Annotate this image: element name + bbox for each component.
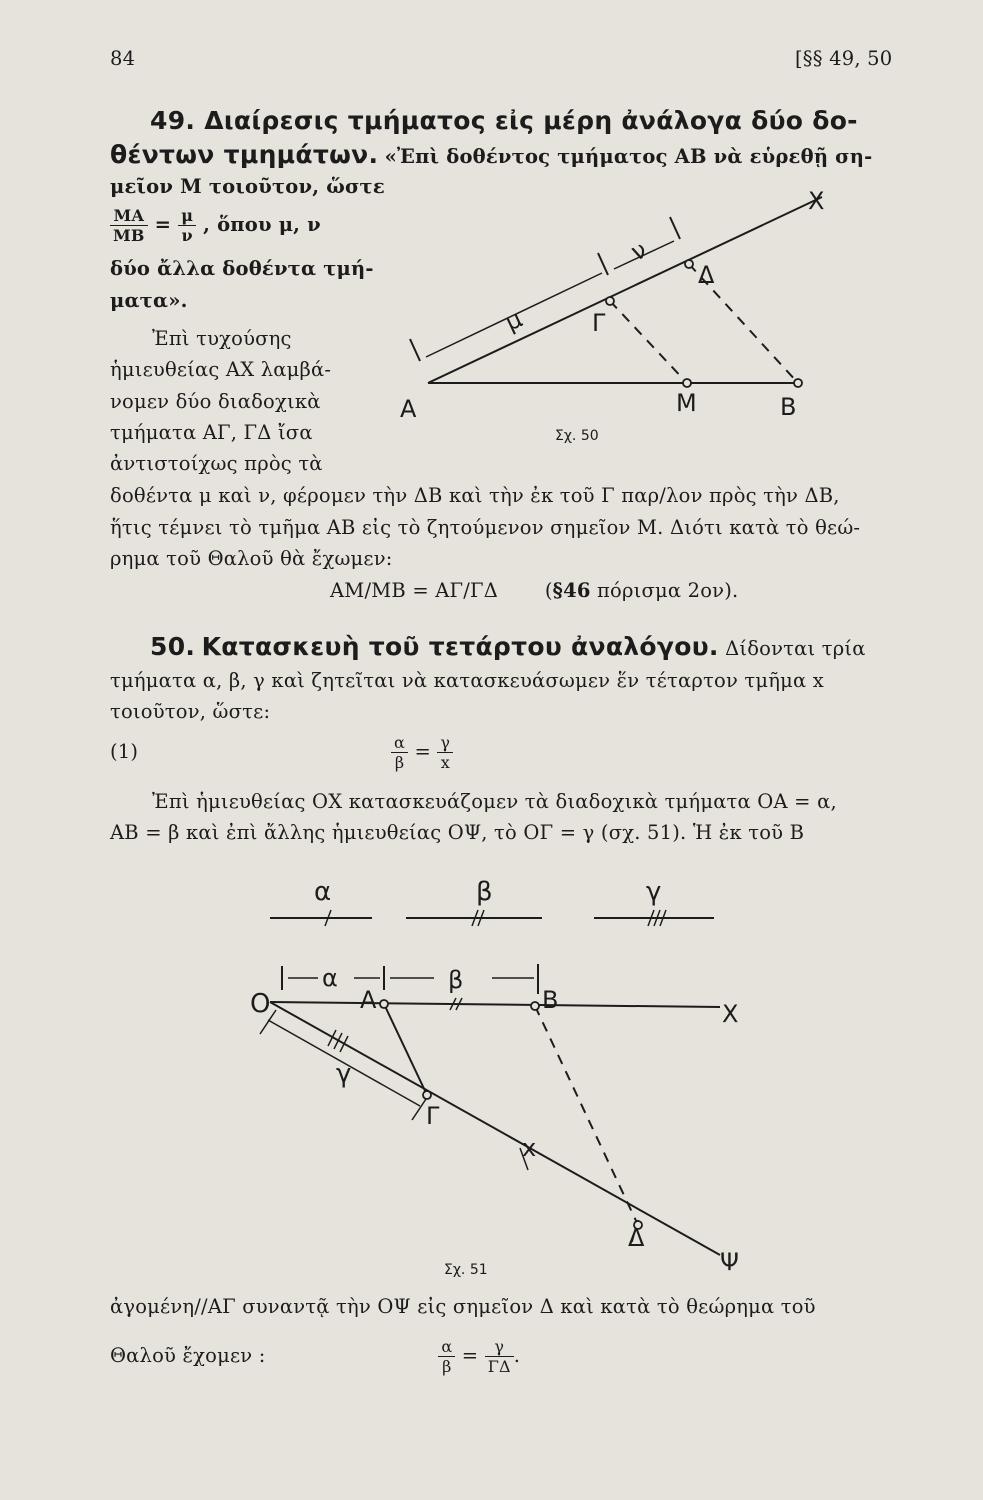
label-mu: μ (500, 304, 527, 337)
segment-ag (384, 1004, 427, 1095)
gamma-numerator: γ (437, 733, 453, 753)
label-a: Α (400, 395, 417, 423)
point-a (380, 1000, 388, 1008)
ratio-numerator: ΜΑ (110, 206, 148, 226)
final-fraction-gamma-gd (485, 1337, 514, 1376)
thales-formula-line (330, 576, 738, 606)
figure-51 (230, 870, 760, 1290)
final-gamma-numerator: γ (485, 1337, 514, 1357)
label-g: Γ (592, 309, 606, 337)
s50-intro-line1: Δίδονται τρία (725, 637, 866, 660)
s50-paragraph-line1: Ἐπὶ ἡμιευθείας ΟΧ κατασκευάζομεν τὰ διαδοχικὰ τμήματα ΟΑ = α, (152, 790, 837, 813)
section-49-title-line1: Διαίρεσις τμήματος εἰς μέρη ἀνάλογα δύο δο- (204, 106, 858, 135)
problem-statement-part1: «Ἐπὶ δοθέντος τμήματος ΑΒ νὰ εὑρεθῇ ση- (384, 145, 873, 168)
figure-50 (380, 175, 850, 460)
s49-paragraph-line4: τμήματα ΑΓ, ΓΔ ἴσα (110, 421, 313, 444)
tick-a (410, 339, 420, 361)
s49-paragraph-line5: ἀντιστοίχως πρὸς τὰ (110, 452, 323, 475)
section-50-number: 50. (150, 632, 196, 661)
x-denominator: x (440, 753, 450, 772)
section-49-heading (150, 106, 858, 135)
point-g (423, 1091, 431, 1099)
final-alpha-numerator: α (438, 1337, 455, 1357)
fraction-gamma-x (437, 733, 453, 772)
section-50-title: Κατασκευὴ τοῦ τετάρτου ἀναλόγου. (201, 632, 719, 661)
section-50-heading (150, 632, 866, 664)
label-beta: β (476, 877, 493, 907)
point-b (794, 379, 802, 387)
mu-numerator: μ (178, 206, 196, 226)
formula-ref-rest: πόρισμα 2ον). (590, 579, 739, 602)
label-psi: Ψ (720, 1248, 739, 1276)
problem-statement-part2: μεῖον Μ τοιοῦτον, ὥστε (110, 175, 385, 198)
final-fraction-alpha-beta (438, 1337, 455, 1376)
s50-intro-line3: τοιοῦτον, ὥστε: (110, 700, 271, 723)
label-o: Ο (250, 989, 271, 1019)
ratio-mu-nu (178, 206, 196, 245)
equation-1-label: (1) (110, 740, 139, 763)
label-gamma-on-opsi: γ (336, 1059, 352, 1089)
label-x: Χ (808, 187, 825, 215)
section-reference: [§§ 49, 50 (795, 47, 893, 70)
beta-denominator: β (394, 753, 405, 772)
ratio-ma-mb (110, 206, 148, 245)
final-gd-denominator: ΓΔ (487, 1357, 511, 1376)
line-bd-dashed (535, 1006, 638, 1225)
ray-opsi (270, 1002, 720, 1255)
s49-paragraph-line7: ἥτις τέμνει τὸ τμῆμα ΑΒ εἰς τὸ ζητούμενον σημεῖον Μ. Διότι κατὰ τὸ θεώ- (110, 516, 861, 539)
ray-ax (428, 197, 822, 383)
label-g: Γ (426, 1102, 440, 1130)
final-equals: = (461, 1344, 479, 1367)
ratio-equals: = (154, 213, 172, 236)
page-number: 84 (110, 47, 136, 70)
line-gm-dashed (610, 301, 687, 383)
label-b: Β (542, 986, 559, 1014)
s50-paragraph2-line2 (110, 1334, 520, 1378)
label-alpha-on-ox: α (322, 964, 338, 992)
label-d: Δ (628, 1224, 645, 1252)
label-m: Μ (676, 389, 697, 417)
s49-paragraph-line2: ἡμιευθείας ΑΧ λαμβά- (110, 358, 332, 381)
label-d: Δ (698, 261, 715, 289)
point-m (683, 379, 691, 387)
s49-paragraph-line3: νομεν δύο διαδοχικὰ (110, 390, 321, 413)
point-b (531, 1002, 539, 1010)
s50-paragraph-line2: ΑΒ = β καὶ ἐπὶ ἄλλης ἡμιευθείας ΟΨ, τὸ ΟΓ = γ (σχ. 51). Ἡ ἐκ τοῦ Β (110, 821, 805, 844)
figure-50-caption: Σχ. 50 (555, 428, 599, 444)
nu-denominator: ν (181, 226, 193, 245)
section-49-heading-line2 (110, 140, 872, 172)
s49-paragraph-line1: Ἐπὶ τυχούσης (152, 327, 292, 350)
point-g (606, 297, 614, 305)
s49-paragraph-line8: ρημα τοῦ Θαλοῦ θὰ ἔχωμεν: (110, 547, 393, 570)
label-nu: ν (626, 235, 651, 267)
equation-1 (110, 730, 453, 774)
tick-g (598, 253, 608, 275)
s50-paragraph2-line1: ἀγομένη//ΑΓ συναντᾷ τὴν ΟΨ εἰς σημεῖον Δ καὶ κατὰ τὸ θεώρημα τοῦ (110, 1295, 816, 1318)
label-beta-on-ox: β (448, 966, 464, 994)
tick-d (670, 217, 680, 239)
s50-intro-line2: τμήματα α, β, γ καὶ ζητεῖται νὰ κατασκευάσωμεν ἕν τέταρτον τμῆμα x (110, 669, 825, 692)
section-49-number: 49. (150, 106, 196, 135)
ratio-denominator: ΜΒ (113, 226, 145, 245)
formula-ref-open: ( (544, 579, 553, 602)
formula-ref-section: §46 (552, 579, 591, 602)
problem-statement-part3: δύο ἄλλα δοθέντα τμή- (110, 257, 374, 280)
final-beta-denominator: β (442, 1357, 452, 1376)
figure-51-caption: Σχ. 51 (444, 1262, 488, 1278)
equation-1-equals: = (414, 740, 432, 763)
label-x-segment: x (522, 1134, 537, 1162)
section-49-title-line2: θέντων τμημάτων. (110, 140, 379, 169)
thales-formula: ΑΜ/ΜΒ = ΑΓ/ΓΔ (330, 579, 499, 602)
fraction-alpha-beta (391, 733, 408, 772)
final-period: . (513, 1344, 521, 1367)
point-d (685, 260, 693, 268)
label-a: Α (360, 986, 377, 1014)
problem-statement-part4: ματα». (110, 289, 188, 312)
s49-paragraph-line6: δοθέντα μ καὶ ν, φέρομεν τὴν ΔΒ καὶ τὴν ἐκ τοῦ Γ παρ/λον πρὸς τὴν ΔΒ, (110, 484, 840, 507)
where-clause: , ὅπου μ, ν (203, 213, 321, 236)
label-gamma: γ (646, 877, 662, 907)
label-alpha: α (314, 877, 332, 907)
thales-conclusion-text: Θαλοῦ ἔχομεν : (110, 1344, 266, 1367)
ratio-condition (110, 203, 321, 247)
ray-ox (270, 1002, 720, 1007)
label-b: Β (780, 393, 797, 421)
alpha-numerator: α (391, 733, 408, 753)
label-x: Χ (722, 1000, 739, 1028)
